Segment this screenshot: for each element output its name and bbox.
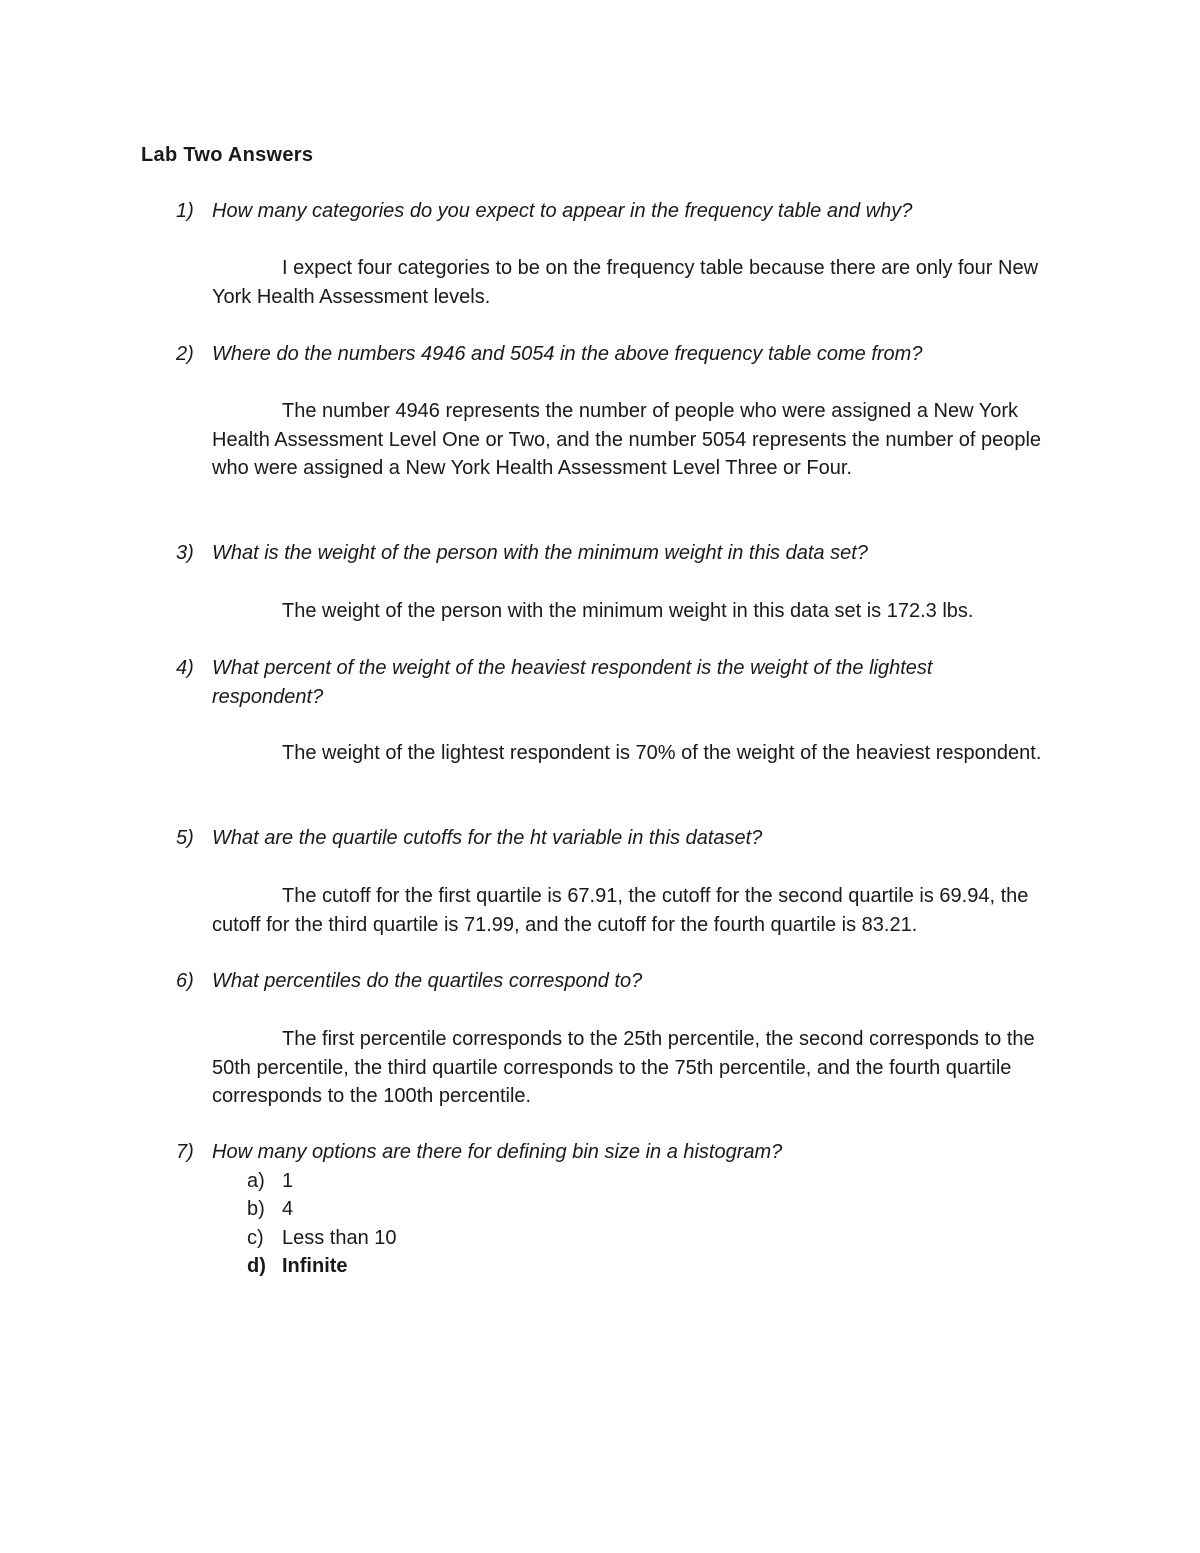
answer-4: The weight of the lightest respondent is 70% of the weight of the heaviest respondent. (282, 742, 1042, 764)
question-1 (176, 197, 1076, 226)
question-number: 6) (176, 970, 194, 992)
question-5 (176, 824, 1076, 853)
question-number: 7) (176, 1141, 194, 1163)
question-number: 1) (176, 200, 194, 222)
option-a (247, 1167, 293, 1196)
question-number: 2) (176, 343, 194, 365)
option-d-selected (247, 1252, 348, 1281)
question-text: What percentiles do the quartiles correspond to? (212, 970, 643, 992)
option-letter: a) (247, 1170, 265, 1192)
question-6 (176, 967, 1076, 996)
question-number: 5) (176, 827, 194, 849)
option-text: 1 (282, 1170, 294, 1192)
answer-3: The weight of the person with the minimum weight in this data set is 172.3 lbs. (282, 600, 974, 622)
option-letter: d) (247, 1255, 266, 1277)
question-text: What is the weight of the person with the minimum weight in this data set? (212, 542, 868, 564)
option-text: 4 (282, 1198, 294, 1220)
question-7 (176, 1138, 1076, 1167)
question-number: 3) (176, 542, 194, 564)
answer-5: The cutoff for the first quartile is 67.91, the cutoff for the second quartile is 69.94, the cutoff for the third quartile is 71.99, and the cutoff for the fourth quartile is 83.21. (212, 885, 1029, 936)
option-b (247, 1195, 293, 1224)
option-letter: b) (247, 1198, 265, 1220)
question-4 (176, 654, 1076, 711)
answer-2: The number 4946 represents the number of people who were assigned a New York Health Assessment Level One or Two, and the number 5054 represents the number of people who were assigned a New York Health Assessment Level Three or Four. (212, 400, 1042, 479)
page-title: Lab Two Answers (141, 144, 314, 166)
question-2 (176, 340, 1076, 369)
question-text: How many categories do you expect to appear in the frequency table and why? (212, 200, 913, 222)
question-text: How many options are there for defining bin size in a histogram? (212, 1141, 783, 1163)
question-number: 4) (176, 657, 194, 679)
question-3 (176, 539, 1076, 568)
option-c (247, 1224, 397, 1253)
option-text: Infinite (282, 1255, 348, 1277)
question-text: Where do the numbers 4946 and 5054 in the above frequency table come from? (212, 343, 923, 365)
option-letter: c) (247, 1227, 264, 1249)
option-text: Less than 10 (282, 1227, 397, 1249)
answer-1: I expect four categories to be on the frequency table because there are only four New York Health Assessment levels. (212, 257, 1039, 308)
question-text: What are the quartile cutoffs for the ht variable in this dataset? (212, 827, 763, 849)
question-text: What percent of the weight of the heaviest respondent is the weight of the lightest respondent? (212, 657, 933, 708)
answer-6: The first percentile corresponds to the 25th percentile, the second corresponds to the 50th percentile, the third quartile corresponds to the 75th percentile, and the fourth quartile corresponds to the 100th percentile. (212, 1028, 1035, 1107)
